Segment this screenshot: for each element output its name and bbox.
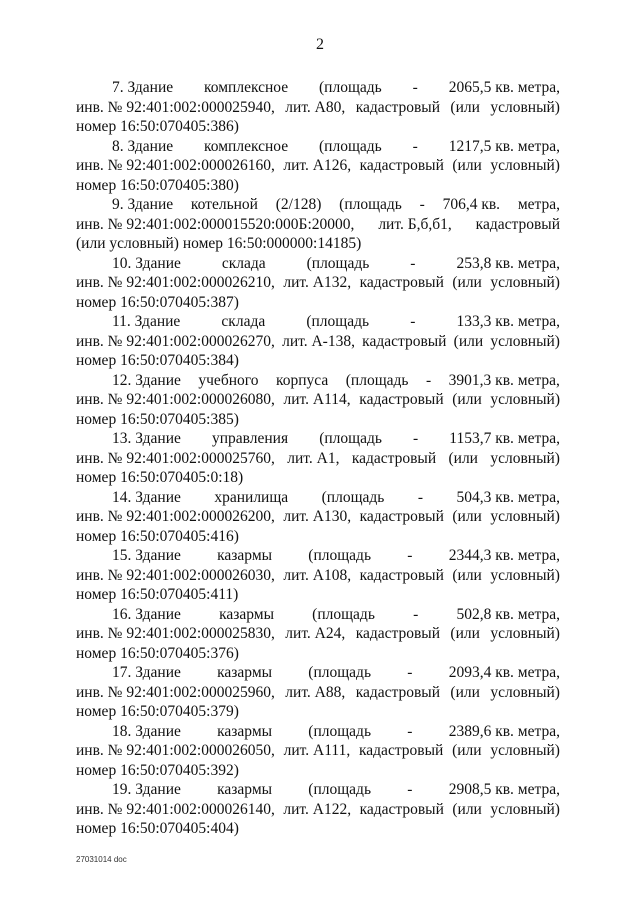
item-text: (площадь — [312, 605, 375, 623]
item-text: лит. А1, — [287, 449, 340, 467]
item-text: 133,3 кв. метра, — [456, 313, 560, 330]
item-text: казармы — [217, 547, 273, 564]
item-line — [76, 332, 560, 352]
item-line — [76, 429, 560, 449]
item-text: (площадь — [345, 371, 409, 389]
item-text: условный) — [490, 274, 560, 291]
item-text: - — [412, 137, 418, 155]
item-text: (площадь — [306, 313, 370, 330]
item-text: лит. А88, — [285, 683, 346, 701]
item-text: 253,8 кв. метра, — [456, 254, 560, 272]
item-text: - — [407, 547, 413, 564]
item-text: 502,8 кв. метра, — [456, 605, 560, 623]
item-text: 9. Здание — [112, 196, 174, 213]
list-item — [76, 137, 560, 196]
item-line: номер 16:50:070405:386) — [76, 118, 239, 135]
item-line — [76, 195, 560, 215]
item-text: лит. А80, — [285, 98, 346, 116]
item-text: условный) — [490, 683, 560, 701]
item-text: склада — [221, 254, 266, 272]
item-text: (площадь — [339, 196, 402, 213]
item-text: инв. № 92:401:002:000026160, — [76, 157, 275, 174]
item-text: (площадь — [319, 430, 382, 447]
item-text: условный) — [490, 98, 560, 116]
list-item — [76, 605, 560, 664]
item-line — [76, 566, 560, 586]
item-text: - — [410, 313, 416, 330]
list-item — [76, 78, 560, 137]
item-text: казармы — [217, 664, 273, 681]
item-text: инв. № 92:401:002:000025960, — [76, 683, 275, 701]
item-text: - — [425, 371, 432, 389]
item-line — [76, 371, 560, 391]
item-text: (2/128) — [275, 196, 322, 213]
item-text: 8. Здание — [112, 137, 174, 155]
item-text: (площадь — [308, 722, 372, 740]
item-text: (площадь — [319, 79, 382, 96]
item-text: лит. А132, — [283, 274, 352, 291]
item-text: лит. А111, — [283, 742, 351, 759]
item-text: инв. № 92:401:002:000025940, — [76, 98, 275, 116]
item-text: (или — [452, 508, 482, 525]
item-text: 17. Здание — [112, 664, 181, 681]
item-text: склада — [221, 313, 266, 330]
item-text: - — [413, 430, 419, 447]
item-line: номер 16:50:070405:380) — [76, 176, 239, 194]
item-text: условный) — [490, 449, 560, 467]
item-text: (или — [450, 625, 480, 642]
item-text: 7. Здание — [112, 79, 174, 96]
item-text: - — [410, 254, 416, 272]
item-text: кадастровый — [359, 157, 444, 174]
item-text: инв. № 92:401:002:000026270, — [76, 332, 275, 350]
item-line — [76, 780, 560, 800]
item-line: номер 16:50:070405:404) — [76, 820, 239, 837]
item-text: 2093,4 кв. метра, — [448, 664, 560, 681]
item-line: номер 16:50:070405:379) — [76, 703, 239, 720]
item-text: лит. А24, — [285, 625, 346, 642]
item-text: - — [407, 722, 413, 740]
item-text: лит. А122, — [283, 800, 352, 818]
item-text: 1217,5 кв. метра, — [448, 137, 560, 155]
item-text: (площадь — [308, 547, 372, 564]
item-text: кадастровый — [359, 742, 444, 759]
item-line — [76, 546, 560, 566]
property-list — [76, 78, 560, 839]
item-text: учебного — [198, 371, 259, 389]
item-line: номер 16:50:070405:416) — [76, 527, 239, 545]
item-text: лит. А108, — [283, 566, 352, 584]
item-line — [76, 254, 560, 274]
item-text: инв. № 92:401:002:000026140, — [76, 800, 275, 818]
item-line — [76, 741, 560, 761]
item-line — [76, 98, 560, 118]
item-text: 3901,3 кв. метра, — [448, 371, 560, 389]
item-line: (или условный) номер 16:50:000000:14185) — [76, 235, 362, 252]
item-line — [76, 507, 560, 527]
item-line: номер 16:50:070405:411) — [76, 586, 239, 603]
item-text: 13. Здание — [112, 430, 181, 447]
item-text: (или — [452, 157, 482, 174]
item-line: номер 16:50:070405:0:18) — [76, 469, 244, 486]
item-text: лит. А130, — [283, 508, 352, 525]
item-line — [76, 488, 560, 508]
item-line — [76, 78, 560, 98]
item-text: кадастровый — [359, 391, 444, 408]
item-text: лит. А-138, — [282, 332, 355, 350]
item-text: условный) — [490, 800, 560, 818]
item-text: котельной — [190, 196, 258, 213]
item-text: кадастровый — [359, 800, 444, 818]
item-text: (или — [450, 98, 480, 116]
item-line — [76, 273, 560, 293]
item-text: кадастровый — [355, 683, 440, 701]
item-text: условный) — [490, 625, 560, 642]
item-text: казармы — [217, 781, 273, 798]
item-text: 11. Здание — [112, 313, 181, 330]
item-text: условный) — [490, 332, 560, 350]
item-text: (или — [452, 566, 482, 584]
item-line — [76, 624, 560, 644]
page-number: 2 — [316, 36, 324, 53]
item-text: (или — [452, 742, 482, 759]
item-text: казармы — [217, 722, 273, 740]
item-text: 504,3 кв. метра, — [456, 488, 560, 506]
item-line — [76, 722, 560, 742]
item-text: комплексное — [204, 79, 289, 96]
item-text: 2389,6 кв. метра, — [448, 722, 560, 740]
item-line — [76, 312, 560, 332]
item-text: кадастровый — [359, 566, 444, 584]
list-item — [76, 195, 560, 254]
item-text: лит. А126, — [283, 157, 352, 174]
item-text: - — [407, 781, 413, 798]
item-text: управления — [211, 430, 289, 447]
item-text: инв. № 92:401:002:000026080, — [76, 391, 275, 408]
item-line: номер 16:50:070405:384) — [76, 352, 239, 369]
item-text: метра, — [517, 196, 560, 213]
item-line — [76, 605, 560, 625]
list-item — [76, 429, 560, 488]
item-text: условный) — [490, 566, 560, 584]
list-item — [76, 254, 560, 313]
item-text: (или — [448, 449, 478, 467]
item-text: 1153,7 кв. метра, — [449, 430, 560, 447]
item-text: 706,4 кв. — [442, 196, 501, 213]
item-text: инв. № 92:401:002:000026050, — [76, 742, 275, 759]
item-text: корпуса — [275, 371, 329, 389]
item-text: инв. № 92:401:002:000026030, — [76, 566, 275, 584]
item-text: кадастровый — [355, 625, 440, 642]
list-item — [76, 488, 560, 547]
item-line — [76, 156, 560, 176]
item-text: кадастровый — [351, 449, 437, 467]
item-text: кадастровый — [362, 332, 447, 350]
item-text: (площадь — [321, 488, 385, 506]
item-text: лит. Б,б,б1, — [378, 215, 452, 233]
item-text: 2065,5 кв. метра, — [448, 79, 560, 96]
item-text: (или — [452, 800, 482, 818]
item-text: - — [417, 488, 423, 506]
item-line — [76, 800, 560, 820]
item-text: казармы — [219, 605, 274, 623]
item-text: (или — [452, 391, 482, 408]
document-footer: 27031014 doc — [76, 855, 127, 864]
item-text: (или — [450, 683, 480, 701]
item-line — [76, 390, 560, 410]
item-text: 10. Здание — [112, 254, 181, 272]
item-line — [76, 449, 560, 469]
item-text: (площадь — [308, 664, 372, 681]
list-item — [76, 780, 560, 839]
list-item — [76, 663, 560, 722]
item-text: кадастровый — [359, 274, 444, 291]
item-text: (площадь — [306, 254, 370, 272]
item-line: номер 16:50:070405:387) — [76, 293, 239, 311]
item-text: (площадь — [308, 781, 372, 798]
item-text: хранилища — [214, 488, 289, 506]
item-line — [76, 683, 560, 703]
item-text: кадастровый — [359, 508, 444, 525]
item-text: 2344,3 кв. метра, — [448, 547, 560, 564]
item-text: (или — [453, 332, 484, 350]
item-text: инв. № 92:401:002:000026210, — [76, 274, 275, 291]
item-text: (площадь — [319, 137, 382, 155]
item-text: 14. Здание — [112, 488, 181, 506]
item-text: лит. А114, — [283, 391, 351, 408]
item-text: - — [412, 79, 418, 96]
item-text: кадастровый — [475, 215, 560, 233]
item-text: 15. Здание — [112, 547, 181, 564]
item-text: - — [413, 605, 419, 623]
item-line — [76, 215, 560, 235]
item-text: - — [407, 664, 413, 681]
item-text: инв. № 92:401:002:000026200, — [76, 508, 275, 525]
list-item — [76, 546, 560, 605]
item-text: условный) — [490, 742, 560, 759]
item-text: - — [419, 196, 425, 213]
item-text: условный) — [490, 508, 560, 525]
item-line — [76, 663, 560, 683]
item-text: инв. № 92:401:002:000025830, — [76, 625, 275, 642]
item-text: 16. Здание — [112, 605, 181, 623]
item-text: инв. № 92:401:002:000025760, — [76, 449, 275, 467]
list-item — [76, 722, 560, 781]
item-line: номер 16:50:070405:376) — [76, 644, 239, 662]
item-text: 12. Здание — [112, 371, 181, 389]
item-text: 18. Здание — [112, 722, 181, 740]
item-text: 19. Здание — [112, 781, 181, 798]
item-text: (или — [452, 274, 482, 291]
item-text: комплексное — [204, 137, 289, 155]
item-text: 2908,5 кв. метра, — [448, 781, 560, 798]
item-text: условный) — [490, 157, 560, 174]
list-item — [76, 371, 560, 430]
list-item — [76, 312, 560, 371]
item-line — [76, 137, 560, 157]
item-text: условный) — [490, 391, 560, 408]
item-text: инв. № 92:401:002:000015520:000Б:20000, — [76, 215, 355, 233]
item-line: номер 16:50:070405:392) — [76, 761, 239, 779]
item-line: номер 16:50:070405:385) — [76, 410, 239, 428]
item-text: кадастровый — [355, 98, 440, 116]
